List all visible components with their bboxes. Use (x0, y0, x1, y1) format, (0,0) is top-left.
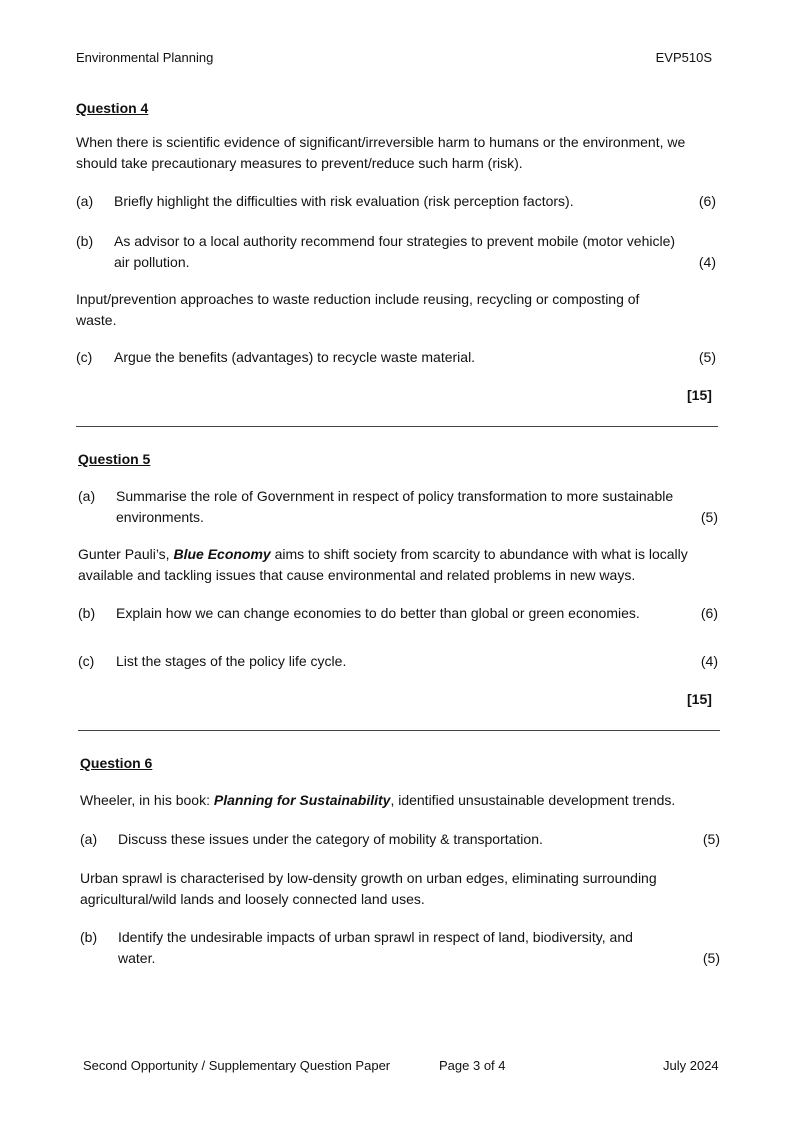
book-title: Planning for Sustainability (213, 792, 391, 808)
question-5c (78, 651, 718, 672)
question-4-title: Question 4 (76, 100, 149, 116)
item-marks: (5) (698, 349, 716, 365)
blue-economy-term: Blue Economy (173, 546, 271, 562)
item-text: Discuss these issues under the category of mobility & transportation. (118, 831, 543, 847)
divider (78, 730, 720, 731)
question-4-intro: When there is scientific evidence of significant/irreversible harm to humans or the environment, we should take precautionary measures to prevent/reduce such harm (risk). (76, 134, 686, 171)
question-6b (80, 927, 720, 969)
item-label: (a) (80, 831, 98, 847)
item-text: Summarise the role of Government in respect of policy transformation to more sustainable environments. (116, 488, 674, 525)
question-4b (76, 231, 716, 273)
item-label: (c) (78, 653, 95, 669)
question-5-title: Question 5 (78, 451, 151, 467)
question-6-title: Question 6 (80, 755, 153, 771)
item-label: (a) (78, 488, 96, 504)
item-label: (a) (76, 193, 94, 209)
question-5-total: [15] (687, 691, 712, 707)
course-code: EVP510S (655, 50, 712, 65)
item-text: Identify the undesirable impacts of urban sprawl in respect of land, biodiversity, and water. (118, 929, 633, 966)
item-label: (b) (80, 929, 98, 945)
item-marks: (5) (702, 831, 720, 847)
item-marks: (6) (698, 193, 716, 209)
question-5a (78, 486, 718, 528)
item-label: (b) (78, 605, 96, 621)
footer-paper-type: Second Opportunity / Supplementary Question Paper (83, 1058, 391, 1073)
divider (76, 426, 718, 427)
context-text: aims to shift society from scarcity to abundance with what is locally available and tackling issues that cause environmental and related problems in new ways. (78, 546, 688, 583)
footer-date: July 2024 (663, 1058, 719, 1073)
question-5b (78, 603, 718, 624)
question-5-context (78, 544, 718, 586)
question-4c (76, 347, 716, 368)
item-text: Explain how we can change economies to do better than global or green economies. (116, 605, 640, 621)
item-text: Argue the benefits (advantages) to recycle waste material. (114, 349, 476, 365)
course-title: Environmental Planning (76, 50, 214, 65)
item-text: As advisor to a local authority recommend four strategies to prevent mobile (motor vehicle) air pollution. (114, 233, 676, 270)
question-6a (80, 829, 720, 850)
item-marks: (5) (700, 509, 718, 525)
question-4-total: [15] (687, 387, 712, 403)
footer-page-number: Page 3 of 4 (439, 1058, 506, 1073)
item-text: Briefly highlight the difficulties with risk evaluation (risk perception factors). (114, 193, 574, 209)
item-marks: (5) (702, 950, 720, 966)
intro-text: , identified unsustainable development trends. (390, 792, 676, 808)
question-4a (76, 191, 716, 212)
item-marks: (4) (700, 653, 718, 669)
item-text: List the stages of the policy life cycle. (116, 653, 347, 669)
context-text: Gunter Pauli’s, (78, 546, 174, 562)
intro-text: Wheeler, in his book: (80, 792, 214, 808)
item-label: (b) (76, 233, 94, 249)
question-4-context: Input/prevention approaches to waste reduction include reusing, recycling or composting of waste. (76, 291, 640, 328)
question-6-intro (80, 790, 720, 811)
item-marks: (6) (700, 605, 718, 621)
question-6-context: Urban sprawl is characterised by low-density growth on urban edges, eliminating surrounding agricultural/wild lands and loosely connected land uses. (80, 870, 657, 907)
item-label: (c) (76, 349, 93, 365)
item-marks: (4) (698, 254, 716, 270)
